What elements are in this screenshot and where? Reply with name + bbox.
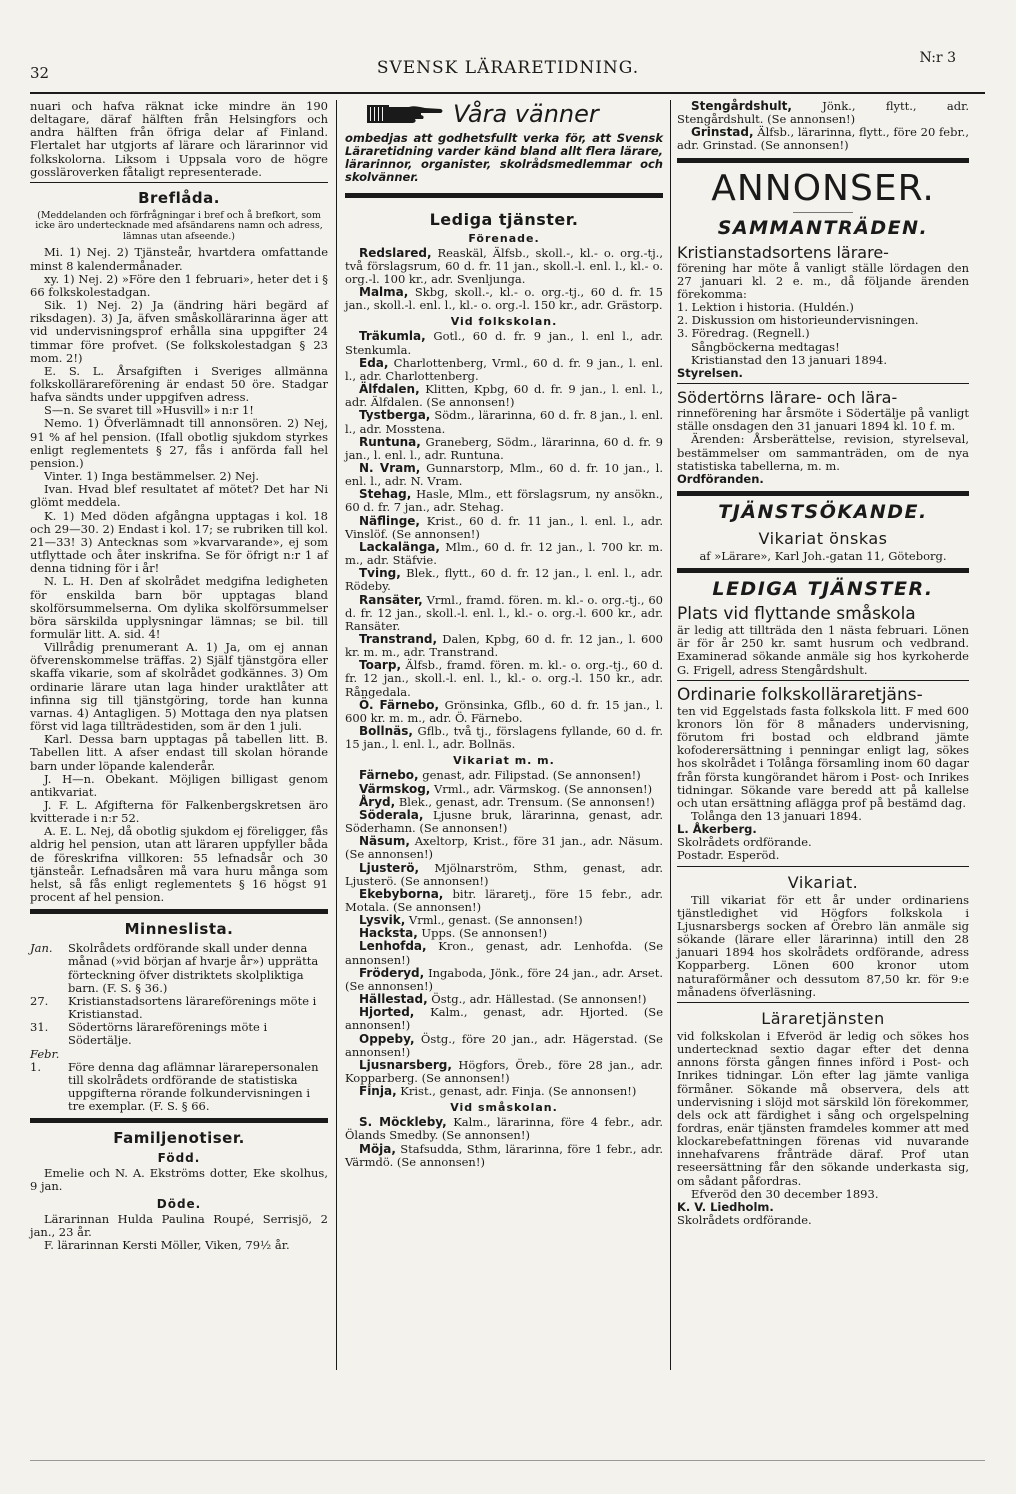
vara-vanner-head	[365, 100, 663, 128]
listing-entry	[345, 725, 663, 751]
listing-place: Lenhofda,	[359, 939, 427, 954]
agenda-item: 2. Diskussion om historieundervisningen.	[677, 313, 919, 328]
listing-entry	[345, 567, 663, 593]
divider	[793, 212, 853, 213]
listing-details: bitr. läraretj., före 15 febr., adr. Motala. (Se annonsen!)	[345, 886, 663, 914]
listing-entry	[345, 1143, 663, 1169]
listing-details: Mlm., 60 d. fr. 12 jan., l. 700 kr. m. m., adr. Stäfvie.	[345, 539, 663, 568]
listing-entry	[345, 659, 663, 698]
sammantraden-heading: SAMMANTRÄDEN.	[717, 216, 929, 239]
column-2	[345, 100, 663, 1169]
divider	[30, 182, 328, 183]
listing-place: Transtrand,	[359, 632, 438, 646]
listing-entry	[345, 1033, 663, 1059]
listing-details: Dalen, Kpbg, 60 d. fr. 12 jan., l. 600 kr. m. m., adr. Transtrand.	[345, 632, 663, 660]
tjanstsokande-heading: TJÄNSTSÖKANDE.	[718, 500, 928, 523]
divider	[677, 383, 969, 384]
breflada-item: S—n. Se svaret till »Husvill» i n:r 1!	[44, 403, 254, 418]
divider	[345, 193, 663, 198]
kristianstad-extra: Sångböckerna medtagas!	[691, 339, 840, 354]
listing-place: Hacksta,	[359, 926, 418, 941]
intro-paragraph: nuari och hafva räknat icke mindre än 190 deltagare, däraf hälften från Helsingfors och andra hälften från öfriga delar af Finland. Flertalet har utgjorts af lärare och lärarinnor vid folkskolorna. Liksom i Uppsala voro de högre gossläroverken fåtaligt representerade.	[30, 99, 328, 179]
folkskolan-list	[345, 330, 663, 751]
listing-place: Ekebyborna,	[359, 886, 444, 901]
listing-place: Lysvik,	[359, 913, 406, 928]
listing-entry	[345, 383, 663, 409]
listing-place: Näflinge,	[359, 513, 420, 528]
listing-details: Östg., före 20 jan., adr. Hägerstad. (Se annonsen!)	[345, 1031, 663, 1059]
listing-details: Kalm., genast, adr. Hjorted. (Se annonsen!)	[345, 1005, 663, 1033]
ordinarie-date: Tolånga den 13 januari 1894.	[691, 809, 862, 823]
breflada-item: Mi. 1) Nej. 2) Tjänsteår, hvartdera omfattande minst 8 kalendermånader.	[30, 245, 328, 273]
listing-details: Blek., genast, adr. Trensum. (Se annonsen!)	[395, 794, 655, 809]
listing-place: Älfdalen,	[359, 382, 420, 397]
minneslista-item	[30, 1061, 328, 1114]
listing-place: Tystberga,	[359, 408, 431, 423]
minneslista-date: 31.	[30, 1020, 49, 1035]
listing-place: Malma,	[359, 285, 409, 300]
breflada-note: (Meddelanden och förfrågningar i bref och å brefkort, som icke äro undertecknade med afsändarens namn och adress, lämnas utan afseende.)	[35, 209, 323, 242]
lediga-tjanster-heading: LEDIGA TJÄNSTER.	[712, 578, 934, 601]
dod-item: Lärarinnan Hulda Paulina Roupé, Serrisjö, 2 jan., 23 år.	[30, 1211, 328, 1239]
fodd-text: Emelie och N. A. Ekströms dotter, Eke skolhus, 9 jan.	[30, 1166, 328, 1194]
vikariat-title: Vikariat.	[787, 872, 859, 892]
listing-entry	[345, 409, 663, 435]
divider	[30, 909, 328, 914]
breflada-item: Karl. Dessa barn upptagas på tabellen litt. B. Tabellen litt. A afser endast till skolan hörande barn under löpande kalenderår.	[30, 732, 328, 773]
listing-details: Gflb., två tj., förslagens fyllande, 60 d. fr. 15 jan., l. enl. l., adr. Bollnäs.	[345, 724, 663, 752]
kristianstad-signature: Styrelsen.	[677, 365, 743, 380]
listing-details: Ingaboda, Jönk., före 24 jan., adr. Arset. (Se annonsen!)	[345, 965, 663, 993]
forenade-list	[345, 247, 663, 313]
bottom-rule	[30, 1460, 985, 1461]
listing-place: Fröderyd,	[359, 965, 425, 980]
sodertorn-text2: Ärenden: Årsberättelse, revision, styrelseval, bestämmelser om sammanträden, om de nya statistiska tabellerna, m. m.	[677, 432, 969, 473]
listing-place: Ransäter,	[359, 592, 423, 607]
listing-place: Färnebo,	[359, 768, 419, 783]
listing-entry	[345, 940, 663, 966]
column-divider-1	[336, 100, 337, 1370]
minneslista-list	[30, 942, 328, 1113]
listing-details: Krist., 60 d. fr. 11 jan., l. enl. l., adr. Vinslöf. (Se annonsen!)	[345, 513, 663, 541]
fodd-title: Född.	[157, 1151, 201, 1166]
ordinarie-role: Skolrådets ordförande.	[677, 835, 812, 850]
minneslista-item	[30, 995, 328, 1021]
listing-entry	[345, 488, 663, 514]
listing-details: Gotl., 60 d. fr. 9 jan., l. enl l., adr. Stenkumla.	[345, 329, 663, 357]
vara-vanner-body: ombedjas att godhetsfullt verka för, att Svensk Läraretidning varder känd bland allt flera lärare, lärarinnor, organister, skolrådsmedlemmar och skolvänner.	[345, 131, 663, 185]
breflada-item: Ivan. Hvad blef resultatet af mötet? Det har Ni glömt meddela.	[30, 482, 328, 510]
breflada-item: J. H—n. Obekant. Möjligen billigast genom antikvariat.	[30, 771, 328, 799]
smaskolan-list	[345, 1116, 663, 1169]
breflada-list	[30, 246, 328, 904]
listing-entry	[345, 809, 663, 835]
section-title-lediga: Lediga tjänster.	[429, 209, 579, 229]
kristianstad-date: Kristianstad den 13 januari 1894.	[691, 352, 887, 367]
divider	[677, 158, 969, 163]
listing-entry	[345, 888, 663, 914]
listing-entry	[345, 1059, 663, 1085]
kristianstad-text: förening har möte å vanligt ställe lördagen den 27 januari kl. 2 e. m., då följande ärenden förekomma:	[677, 260, 969, 301]
listing-details: Stafsudda, Sthm, lärarinna, före 1 febr., adr. Värmdö. (Se annonsen!)	[345, 1141, 663, 1169]
listing-place: Möja,	[359, 1141, 396, 1156]
page-number: 32	[30, 64, 50, 82]
listing-details: Skbg, skoll.-, kl.- o. org.-tj., 60 d. fr. 15 jan., skoll.-l. enl. l., kl.- o. org.-l. 150 kr., adr. Grästorp.	[345, 285, 663, 313]
dod-title: Döde.	[156, 1196, 202, 1211]
kristianstad-title: Kristianstadsortens lärare-	[677, 242, 889, 262]
listing-details: Älfsb., framd. fören. m. kl.- o. org.-tj., 60 d. fr. 12 jan., skoll.-l. enl. l., kl.- o. org.-l. 150 kr., adr. Rångedala.	[345, 658, 663, 699]
listing-place: Värmskog,	[359, 781, 431, 796]
annonser-heading: ANNONSER.	[711, 167, 935, 209]
listing-details: Mjölnarström, Sthm, genast, adr. Ljusterö. (Se annonsen!)	[345, 860, 663, 888]
listing-entry	[345, 967, 663, 993]
listing-place: Åryd,	[359, 794, 396, 809]
minneslista-item	[30, 942, 328, 995]
sodertorn-text: rinneförening har årsmöte i Södertälje på vanligt ställe onsdagen den 31 januari 1894 kl. 10 f. m.	[677, 406, 969, 434]
minneslista-text: Skolrådets ordförande skall under denna månad (»vid början af hvarje år») upprätta förteckning öfver distriktets skolpliktiga barn. (F. S. § 36.)	[68, 941, 319, 995]
section-title-minneslista: Minneslista.	[124, 920, 234, 939]
listing-details: Kalm., lärarinna, före 4 febr., adr. Ölands Smedby. (Se annonsen!)	[345, 1115, 664, 1143]
vikariat-onskas-text: af »Lärare», Karl Joh.-gatan 11, Göteborg.	[699, 548, 947, 563]
listing-entry	[345, 357, 663, 383]
listing-details: Vrml., adr. Värmskog. (Se annonsen!)	[430, 781, 653, 796]
agenda-item: 3. Föredrag. (Regnell.)	[677, 326, 810, 341]
breflada-item: Sik. 1) Nej. 2) Ja (ändring häri begärd af riksdagen). 3) Ja, äfven småskollärarinna äger att vid undervisningsprof erhålla sina uppgifter 24 timmar före profvet. (Se folkskolestadgan § 23 mom. 2!)	[30, 298, 328, 365]
ordinarie-title: Ordinarie folkskolläraretjäns-	[677, 684, 923, 705]
listing-entry	[345, 462, 663, 488]
vikariat-text: Till vikariat för ett år under ordinariens tjänstledighet vid Högfors folkskola i Ljusnarsbergs socken af Örebro län anmäle sig sökande (lärare eller lärarinna) intill den 28 januari 1894 hos skolrådets ordförande, adress Kopparberg. Lönen 600 kronor utom naturaförmåner och dessutom 87,50 kr. för 9:e månadens öfverläsning.	[677, 892, 969, 999]
listing-entry	[345, 594, 663, 633]
listing-details: Jönk., flytt., adr. Stengårdshult. (Se annonsen!)	[677, 99, 969, 127]
sodertorn-signature: Ordföranden.	[677, 471, 764, 486]
listing-entry	[345, 436, 663, 462]
minneslista-date: Jan.	[30, 941, 53, 956]
subtitle-forenade: Förenade.	[468, 231, 540, 245]
listing-details: Södm., lärarinna, 60 d. fr. 8 jan., l. enl. l., adr. Mosstena.	[345, 408, 663, 436]
subtitle-smaskolan: Vid småskolan.	[450, 1101, 558, 1115]
listing-entry	[345, 1116, 663, 1142]
dod-item: F. lärarinnan Kersti Möller, Viken, 79½ år.	[44, 1237, 290, 1252]
minneslista-text: Kristianstadsortens lärareförenings möte i Kristianstad.	[68, 993, 317, 1022]
listing-details: Vrml., genast. (Se annonsen!)	[405, 913, 583, 928]
section-title-familjenotiser: Familjenotiser.	[113, 1129, 245, 1148]
listing-entry	[345, 541, 663, 567]
continued-listings	[677, 100, 969, 153]
listing-place: Lackalänga,	[359, 539, 440, 554]
listing-details: Kron., genast, adr. Lenhofda. (Se annonsen!)	[345, 939, 663, 967]
section-title-breflada: Breflåda.	[138, 188, 220, 207]
listing-details: Älfsb., lärarinna, flytt., före 20 febr., adr. Grinstad. (Se annonsen!)	[677, 125, 969, 153]
listing-place: Grinstad,	[691, 125, 754, 140]
listing-details: Grönsinka, Gflb., 60 d. fr. 15 jan., l. 600 kr. m. m., adr. Ö. Färnebo.	[345, 697, 664, 725]
laraetjansten-role: Skolrådets ordförande.	[677, 1213, 812, 1228]
minneslista-date: Febr.	[30, 1046, 60, 1061]
laraetjansten-title: Läraretjänsten	[761, 1008, 885, 1028]
listing-place: Oppeby,	[359, 1031, 415, 1046]
ordinarie-text: ten vid Eggelstads fasta folkskola litt. F med 600 kronors lön för 8 månaders undervisning, förutom fri bostad och eldbrand jämte kofoderersättning i penningar enligt lag, sökes hos skolrådet i Tolånga församling inom 60 dagar från första kungörandet härom i Post- och Inrikes tidningar. Sökande vare beredd att på kallelse och utan ersättning aflägga prof på bestämd dag.	[677, 703, 969, 810]
listing-entry	[345, 247, 663, 286]
vara-vanner-title: Våra vänner	[453, 100, 599, 128]
listing-place: Finja,	[359, 1084, 397, 1099]
minneslista-date: 27.	[30, 993, 49, 1008]
breflada-item: Nemo. 1) Öfverlämnadt till annonsören. 2) Nej, 91 % af hel pension. (Ifall obotlig sjukdom styrkes enligt reglementets § 27, fås i anförda fall hel pension.)	[30, 416, 328, 470]
listing-entry	[345, 286, 663, 312]
divider	[30, 1118, 328, 1123]
listing-details: Krist., genast, adr. Finja. (Se annonsen!)	[396, 1084, 637, 1099]
issue-number: N:r 3	[919, 50, 956, 66]
listing-details: Charlottenberg, Vrml., 60 d. fr. 9 jan., l. enl. l., adr. Charlottenberg.	[345, 355, 663, 383]
column-3	[677, 100, 969, 1227]
listing-place: Stengårdshult,	[691, 99, 792, 113]
listing-entry	[345, 862, 663, 888]
listing-place: Näsum,	[359, 834, 410, 849]
listing-place: Träkumla,	[359, 329, 426, 344]
subtitle-folkskolan: Vid folkskolan.	[450, 315, 558, 329]
listing-entry	[345, 699, 663, 725]
listing-place: Hjorted,	[359, 1005, 415, 1020]
divider	[677, 491, 969, 496]
listing-place: Ö. Färnebo,	[359, 697, 440, 712]
plats-text: är ledig att tillträda den 1 nästa februari. Lönen är för år 250 kr. samt husrum och vedbrand. Examinerad sökande anmäle sig hos kyrkoherde G. Frigell, adress Stengårdshult.	[677, 623, 969, 677]
listing-place: Söderala,	[359, 807, 424, 822]
listing-details: Ljusne bruk, lärarinna, genast, adr. Söderhamn. (Se annonsen!)	[345, 807, 663, 836]
listing-place: Bollnäs,	[359, 724, 413, 739]
masthead-title: SVENSK LÄRARETIDNING.	[376, 58, 640, 78]
listing-details: Vrml., framd. fören. m. kl.- o. org.-tj., 60 d. fr. 12 jan., skoll.-l. enl. l., kl.- o. org.-l. 600 kr., adr. Ransäter.	[345, 592, 663, 633]
listing-entry	[345, 835, 663, 861]
breflada-item: xy. 1) Nej. 2) »Före den 1 februari», heter det i § 66 folkskolestadgan.	[30, 271, 328, 299]
breflada-item: Villrådig prenumerant A. 1) Ja, om ej annan öfverenskommelse träffas. 2) Själf tjänstgöra eller skaffa vikarie, som af skolrådet godkännes. 3) Om ordinarie lärare utan laga hinder uraktlåter att infinna sig till tjänstgöring, torde han kunna varnas. 4) Antagligen. 5) Mottaga den nya platsen först vid laga tillträdestiden, som är den 1 juli.	[30, 640, 328, 734]
listing-entry	[677, 100, 969, 126]
listing-place: Ljusnarsberg,	[359, 1057, 452, 1072]
laraetjansten-text: vid folkskolan i Efveröd är ledig och sökes hos undertecknad sextio dagar efter det denna annons första gången finnes införd i Post- och Inrikes tidningar. Lön efter lag jämte vanliga förmåner. Sökande må observera, dels att undervisning i slöjd mot särskild lön förekommer, dels ock att färdighet i sång och orgelspelning fordras, enär tjänsten framdeles kommer att med klockarebefattningen förenas vid nuvarande innehafvarens frånträde däraf. Prof utan reseersättning får den sökande underkasta sig, om sådant påfordras.	[677, 1028, 969, 1188]
vikariat-onskas-title: Vikariat önskas	[758, 528, 888, 548]
column-divider-2	[670, 100, 671, 1370]
laraetjansten-date: Efveröd den 30 december 1893.	[691, 1186, 879, 1201]
breflada-item: K. 1) Med döden afgångna upptagas i kol. 18 och 29—30. 2) Endast i kol. 17; se rubriken till kol. 21—33! 3) Antecknas som »kvarvarande», ej som utflyttade och åter inskrifna. Se för öfrigt n:r 1 af denna tidning för i år!	[30, 508, 328, 576]
sodertorn-title: Södertörns lärare- och lära-	[677, 388, 898, 408]
listing-place: Stehag,	[359, 487, 412, 502]
listing-entry	[345, 633, 663, 659]
minneslista-text: Före denna dag aflämnar lärarepersonalen till skolrådets ordförande de statistiska uppgifterna rörande folkundervisningen i tre exemplar. (F. S. § 66.	[68, 1059, 319, 1114]
listing-entry	[345, 515, 663, 541]
listing-details: Hasle, Mlm., ett förslagsrum, ny ansökn., 60 d. fr. 7 jan., adr. Stehag.	[345, 487, 663, 515]
vikariat-list	[345, 769, 663, 1098]
listing-place: Toarp,	[359, 658, 401, 673]
listing-entry	[345, 1085, 663, 1098]
listing-details: Gunnarstorp, Mlm., 60 d. fr. 10 jan., l. enl. l., adr. N. Vram.	[345, 460, 663, 489]
minneslista-item	[30, 1021, 328, 1047]
listing-details: Upps. (Se annonsen!)	[417, 926, 548, 941]
listing-details: genast, adr. Filipstad. (Se annonsen!)	[418, 768, 641, 783]
breflada-item: J. F. L. Afgifterna för Falkenbergskretsen äro kvitterade i n:r 52.	[30, 798, 328, 826]
ordinarie-signature: L. Åkerberg.	[677, 822, 757, 837]
breflada-item: N. L. H. Den af skolrådet medgifna ledigheten för enskilda barn bör upptagas bland skolförsummelserna. Om dylika skolförsummelser böra särskilda upplysningar lämnas; se bil. till formulär litt. A. sid. 4!	[30, 574, 328, 641]
plats-title: Plats vid flyttande småskola	[677, 604, 916, 625]
listing-details: Högfors, Öreb., före 28 jan., adr. Kopparberg. (Se annonsen!)	[345, 1057, 663, 1085]
pointing-hand-icon	[365, 101, 445, 127]
divider	[677, 866, 969, 867]
divider	[677, 1002, 969, 1003]
breflada-item: A. E. L. Nej, då obotlig sjukdom ej föreligger, fås aldrig hel pension, utan att läraren uppfyller båda de föreskrifna villkoren: 55 lefnadsår och 30 tjänsteår. Lefnadsåren må vara huru många som helst, så fås enligt reglementets § 16 högst 91 procent af hel pension.	[30, 824, 328, 905]
ordinarie-address: Postadr. Esperöd.	[677, 848, 780, 863]
agenda-item: 1. Lektion i historia. (Huldén.)	[677, 300, 854, 315]
listing-place: Runtuna,	[359, 434, 421, 449]
subtitle-vikariat: Vikariat m. m.	[453, 754, 555, 768]
breflada-item: Vinter. 1) Inga bestämmelser. 2) Nej.	[44, 469, 260, 484]
minneslista-text: Södertörns lärareförenings möte i Södertälje.	[68, 1020, 268, 1048]
header-rule	[30, 92, 985, 94]
kristianstad-agenda	[677, 301, 969, 340]
listing-details: Reaskäl, Älfsb., skoll.-, kl.- o. org.-tj., två förslagsrum, 60 d. fr. 11 jan., skoll.-l. enl. l., kl.- o. org.-l. 100 kr., adr. Svenljunga.	[345, 245, 663, 286]
listing-details: Graneberg, Södm., lärarinna, 60 d. fr. 9 jan., l. enl. l., adr. Runtuna.	[345, 434, 663, 462]
listing-details: Axeltorp, Krist., före 31 jan., adr. Näsum. (Se annonsen!)	[345, 834, 663, 862]
divider	[677, 680, 969, 681]
divider	[677, 568, 969, 573]
listing-details: Östg., adr. Hällestad. (Se annonsen!)	[427, 992, 647, 1007]
listing-place: Eda,	[359, 355, 389, 370]
minneslista-date: 1.	[30, 1059, 41, 1074]
listing-place: Redslared,	[359, 245, 432, 260]
listing-details: Klitten, Kpbg, 60 d. fr. 9 jan., l. enl. l., adr. Älfdalen. (Se annonsen!)	[345, 382, 663, 410]
column-1	[30, 100, 328, 1252]
listing-place: N. Vram,	[359, 460, 421, 475]
listing-place: Ljusterö,	[359, 860, 420, 875]
listing-entry	[677, 126, 969, 152]
breflada-item: E. S. L. Årsafgiften i Sveriges allmänna folkskollärareförening är endast 50 öre. Stadgar hafva sändts under uppgifven adress.	[30, 363, 328, 405]
listing-place: S. Möckleby,	[359, 1115, 447, 1130]
listing-place: Tving,	[359, 566, 401, 581]
page-header	[0, 50, 1016, 80]
laraetjansten-signature: K. V. Liedholm.	[677, 1199, 774, 1214]
listing-details: Blek., flytt., 60 d. fr. 12 jan., l. enl. l., adr. Rödeby.	[345, 566, 663, 594]
listing-entry	[345, 1006, 663, 1032]
listing-place: Hällestad,	[359, 992, 428, 1007]
listing-entry	[345, 330, 663, 356]
